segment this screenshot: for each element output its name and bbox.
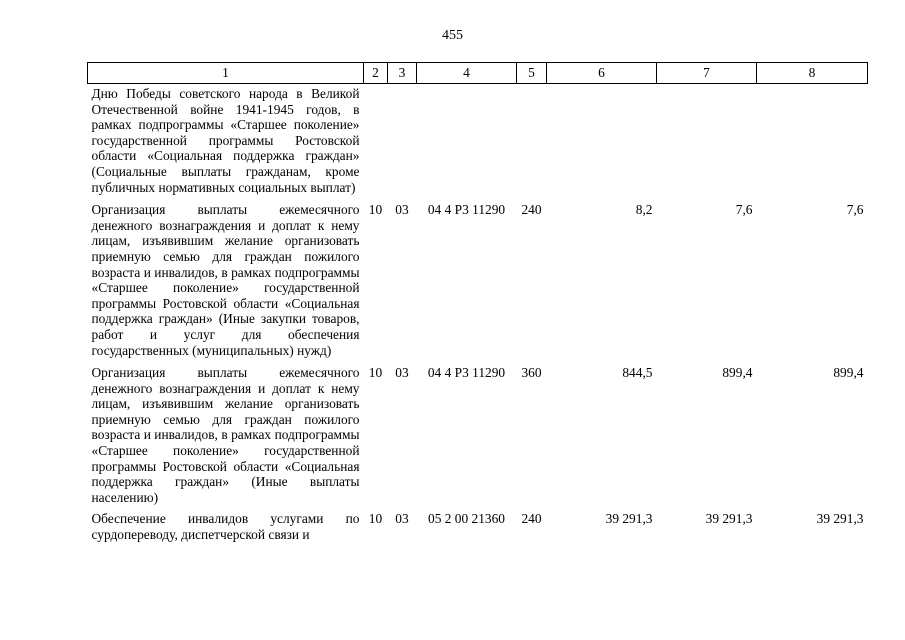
column-header: 6 xyxy=(547,63,657,84)
row-expense-type xyxy=(517,84,547,200)
row-section: 10 xyxy=(368,511,383,527)
header-row xyxy=(88,63,868,84)
row-amount-3: 899,4 xyxy=(833,365,864,381)
column-header: 7 xyxy=(657,63,757,84)
row-amount-1: 844,5 xyxy=(622,365,653,381)
row-target-code: 05 2 00 21360 xyxy=(428,511,505,527)
column-header: 1 xyxy=(88,63,364,84)
row-description: Обеспечение инвалидов услугами по сурдопереводу, диспетчерской связи и xyxy=(91,511,360,543)
row-section: 10 xyxy=(368,202,383,218)
row-section: 10 xyxy=(368,365,383,381)
table-row xyxy=(88,509,868,546)
row-subsection xyxy=(388,84,417,200)
column-header: 3 xyxy=(388,63,417,84)
row-target-code xyxy=(417,84,517,200)
column-header: 8 xyxy=(757,63,868,84)
row-subsection: 03 xyxy=(395,202,409,218)
budget-table xyxy=(87,62,868,547)
column-header: 5 xyxy=(517,63,547,84)
table-row xyxy=(88,362,868,509)
row-amount-2: 7,6 xyxy=(735,202,753,218)
row-amount-2: 899,4 xyxy=(722,365,753,381)
row-section xyxy=(364,84,388,200)
row-amount-3 xyxy=(757,84,868,200)
row-description: Организация выплаты ежемесячного денежного вознаграждения и доплат к нему лицам, изъявившим желание организовать приемную семью для граждан пожилого возраста и инвалидов, в рамках подпрограммы «Старшее поколение» государственной программы Ростовской области «Социальная поддержка граждан» (Иные закупки товаров, работ и услуг для обеспечения государственных (муниципальных) нужд) xyxy=(91,202,360,358)
table-row xyxy=(88,199,868,362)
row-target-code: 04 4 Р3 11290 xyxy=(427,365,506,381)
row-amount-1: 8,2 xyxy=(635,202,653,218)
row-subsection: 03 xyxy=(395,511,409,527)
row-expense-type: 240 xyxy=(521,511,542,527)
row-description: Организация выплаты ежемесячного денежного вознаграждения и доплат к нему лицам, изъявившим желание организовать приемную семью для граждан пожилого возраста и инвалидов, в рамках подпрограммы «Старшее поколение» государственной программы Ростовской области «Социальная поддержка граждан» (Иные выплаты населению) xyxy=(91,365,360,505)
column-header: 4 xyxy=(417,63,517,84)
row-amount-2 xyxy=(657,84,757,200)
page-number: 455 xyxy=(442,28,463,43)
column-header: 2 xyxy=(364,63,388,84)
row-expense-type: 360 xyxy=(521,365,542,381)
row-amount-1: 39 291,3 xyxy=(605,511,653,527)
row-amount-1 xyxy=(547,84,657,200)
row-amount-3: 39 291,3 xyxy=(816,511,864,527)
row-subsection: 03 xyxy=(395,365,409,381)
row-amount-3: 7,6 xyxy=(846,202,864,218)
row-target-code: 04 4 Р3 11290 xyxy=(427,202,506,218)
table-row xyxy=(88,84,868,200)
row-amount-2: 39 291,3 xyxy=(705,511,753,527)
row-expense-type: 240 xyxy=(521,202,542,218)
row-description: Дню Победы советского народа в Великой Отечественной войне 1941-1945 годов, в рамках подпрограммы «Старшее поколение» государственной программы Ростовской области «Социальная поддержка граждан» (Социальные выплаты гражданам, кроме публичных нормативных социальных выплат) xyxy=(91,86,360,195)
